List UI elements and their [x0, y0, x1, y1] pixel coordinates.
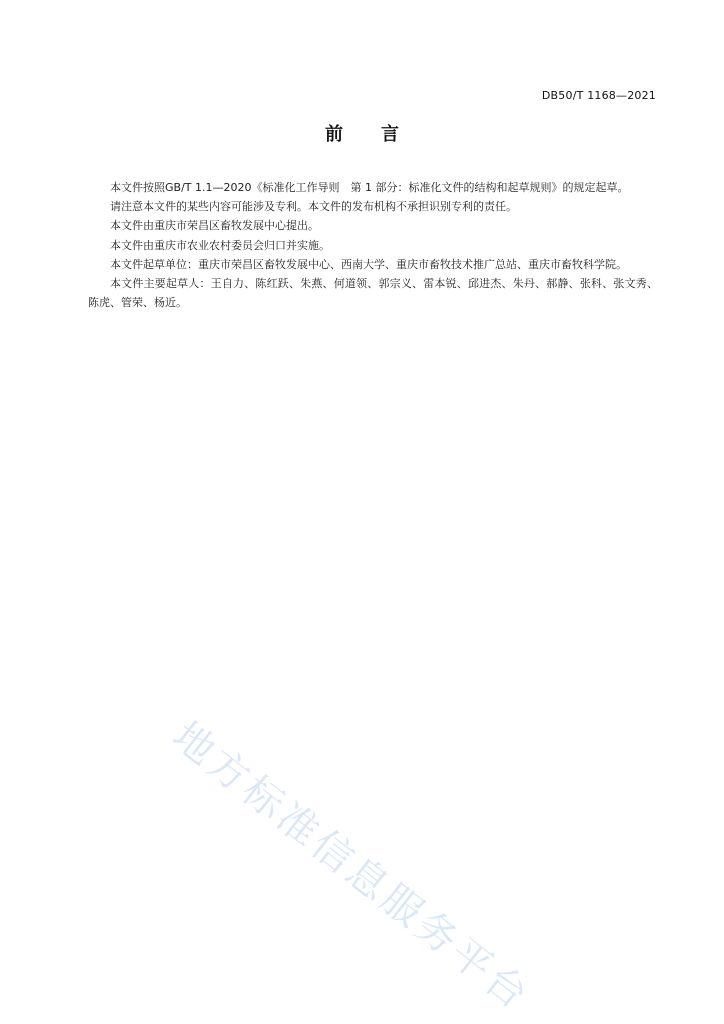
- paragraph-drafting-rules: 本文件按照GB/T 1.1—2020《标准化工作导则 第 1 部分：标准化文件的结构和起草规则》的规定起草。: [110, 181, 629, 194]
- paragraph-drafters: 本文件主要起草人：王自力、陈红跃、朱燕、何道领、郭宗义、雷本锐、邱进杰、朱丹、郝静、张科、张文秀、陈虎、管荣、杨近。: [88, 277, 658, 310]
- document-code: DB50/T 1168—2021: [541, 89, 656, 102]
- foreword-body: [88, 178, 658, 312]
- page-title: [0, 120, 724, 146]
- paragraph-drafting-units: 本文件起草单位：重庆市荣昌区畜牧发展中心、西南大学、重庆市畜牧技术推广总站、重庆市畜牧科学院。: [110, 257, 627, 271]
- title-part-2: 言: [381, 124, 399, 145]
- watermark: 地方标准信息服务平台: [163, 713, 539, 1021]
- paragraph-administrator: 本文件由重庆市农业农村委员会归口并实施。: [110, 238, 330, 252]
- paragraph-patent-notice: 请注意本文件的某些内容可能涉及专利。本文件的发布机构不承担识别专利的责任。: [110, 200, 517, 214]
- paragraph-proposer: 本文件由重庆市荣昌区畜牧发展中心提出。: [110, 219, 319, 233]
- title-part-1: 前: [325, 124, 343, 145]
